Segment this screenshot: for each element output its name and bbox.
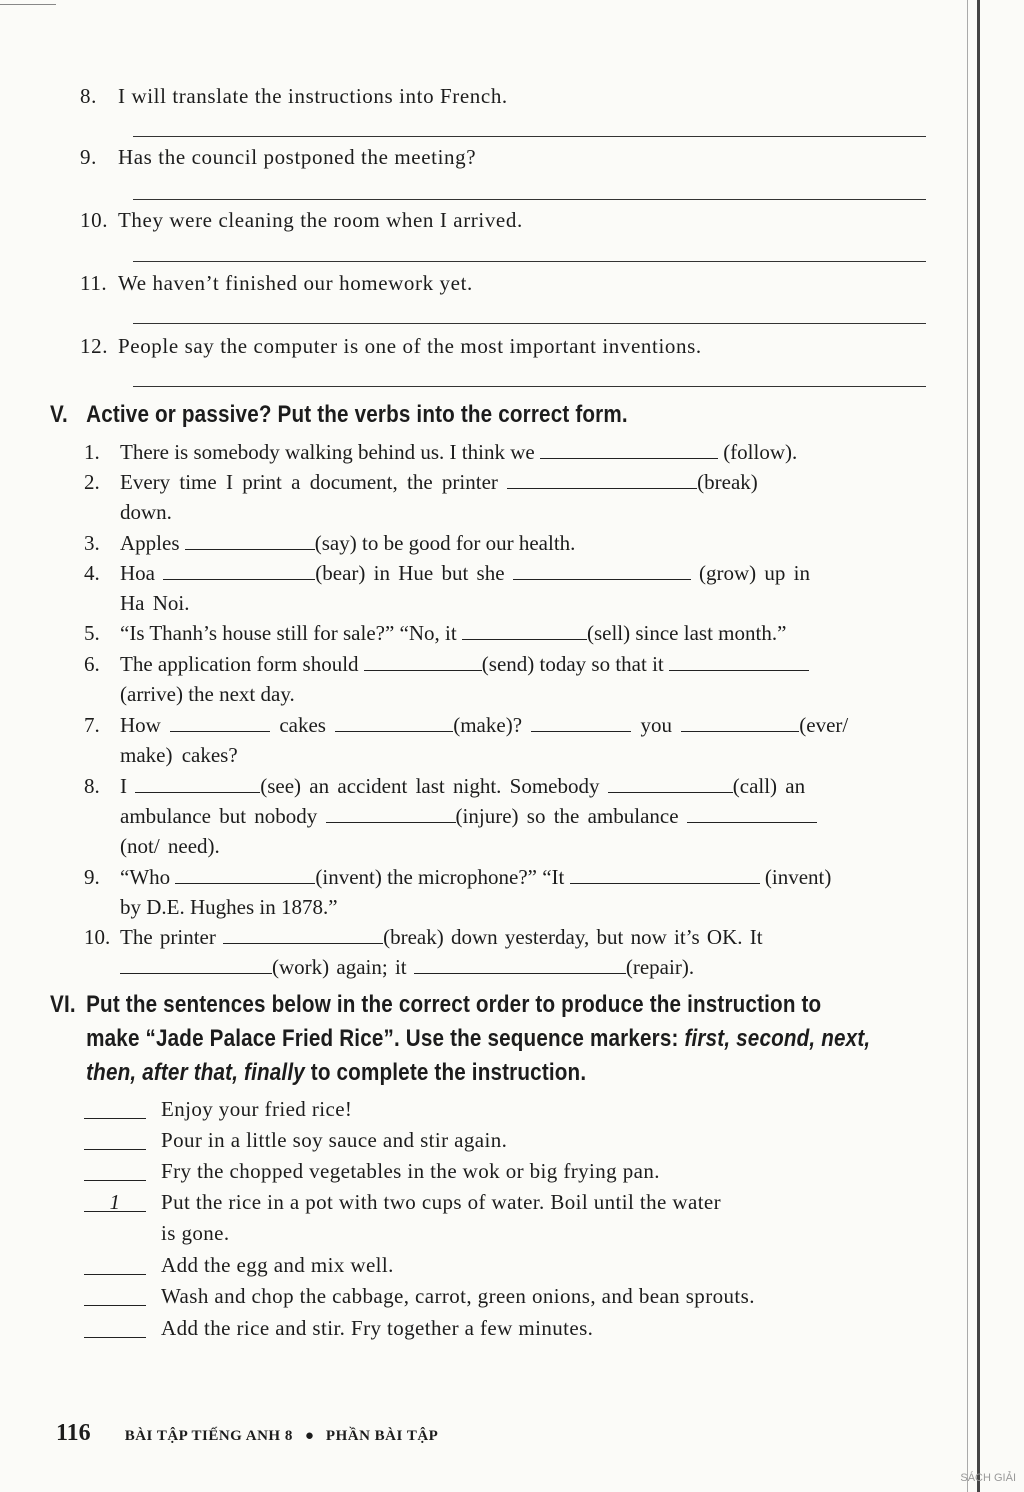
section-heading: VI. Put the sentences below in the correct order to produce the instruction to make “Jade Palace Fried Rice”. Use the sequence markers: first, second, next, then, after that, finally to complete the instruction.: [50, 991, 871, 1086]
order-blank[interactable]: [84, 1156, 146, 1181]
blank[interactable]: [681, 713, 799, 732]
blank[interactable]: [223, 925, 383, 944]
blank[interactable]: [414, 955, 626, 974]
blank[interactable]: [326, 804, 456, 823]
question: 10. The printer (break) down yesterday, but now it’s OK. It (work) again; it (repair).: [84, 925, 763, 979]
answer-line[interactable]: [133, 199, 926, 200]
exercise-item: 10. They were cleaning the room when I arrived.: [80, 208, 523, 232]
watermark: SÁCH GIẢI: [960, 1472, 1016, 1484]
answer-line[interactable]: [133, 136, 926, 137]
blank[interactable]: [462, 621, 587, 640]
bullet-icon: ●: [304, 1428, 314, 1444]
order-blank[interactable]: [84, 1125, 146, 1150]
question: 2. Every time I print a document, the printer (break) down.: [84, 470, 758, 524]
answer-line[interactable]: [133, 261, 926, 262]
order-blank[interactable]: [84, 1281, 146, 1306]
instruction-step: Enjoy your fried rice!: [84, 1094, 944, 1125]
instruction-step: Fry the chopped vegetables in the wok or big frying pan.: [84, 1156, 944, 1187]
instruction-step: Add the rice and stir. Fry together a few minutes.: [84, 1313, 944, 1344]
order-blank[interactable]: [84, 1250, 146, 1275]
question: 6. The application form should (send) today so that it (arrive) the next day.: [84, 649, 944, 709]
blank[interactable]: [364, 652, 482, 671]
binding-edge: [977, 0, 980, 1492]
section-heading: V. Active or passive? Put the verbs into the correct form.: [50, 401, 628, 428]
exercise-item: 12. People say the computer is one of the most important inventions.: [80, 334, 702, 358]
answer-line[interactable]: [133, 323, 926, 324]
blank[interactable]: [185, 531, 315, 550]
question: 1. There is somebody walking behind us. I think we (follow).: [84, 440, 798, 464]
instruction-step: Wash and chop the cabbage, carrot, green onions, and bean sprouts.: [84, 1281, 944, 1312]
question: 8. I (see) an accident last night. Somebody (call) an ambulance but nobody (injure) so the ambulance (not/ need).: [84, 771, 944, 861]
binding-edge-thin: [967, 0, 968, 1492]
exercise-item: 11. We haven’t finished our homework yet.: [80, 271, 473, 295]
question: 5. “Is Thanh’s house still for sale?” “No, it (sell) since last month.”: [84, 621, 787, 645]
blank[interactable]: [175, 865, 315, 884]
exercise-item: 9. Has the council postponed the meeting?: [80, 145, 477, 169]
blank[interactable]: [513, 561, 691, 580]
page-number: 116: [56, 1420, 91, 1446]
order-blank[interactable]: [84, 1094, 146, 1119]
blank[interactable]: [531, 713, 631, 732]
blank[interactable]: [608, 774, 733, 793]
question: 4. Hoa (bear) in Hue but she (grow) up in Ha Noi.: [84, 561, 811, 615]
blank[interactable]: [669, 652, 809, 671]
instruction-step: Add the egg and mix well.: [84, 1250, 944, 1281]
blank[interactable]: [507, 470, 697, 489]
blank[interactable]: [687, 804, 817, 823]
instruction-step: Pour in a little soy sauce and stir again.: [84, 1125, 944, 1156]
answer-line[interactable]: [133, 386, 926, 387]
question: 3. Apples (say) to be good for our health.: [84, 531, 576, 555]
blank[interactable]: [335, 713, 453, 732]
blank[interactable]: [120, 955, 272, 974]
question: 9. “Who (invent) the microphone?” “It (invent) by D.E. Hughes in 1878.”: [84, 865, 832, 919]
exercise-item: 8. I will translate the instructions into French.: [80, 84, 508, 108]
instruction-step: 1 Put the rice in a pot with two cups of water. Boil until the water is gone.: [84, 1187, 944, 1249]
blank[interactable]: [570, 865, 760, 884]
question: 7. How cakes (make)? you (ever/ make) cakes?: [84, 713, 849, 767]
order-blank[interactable]: 1: [84, 1187, 146, 1212]
order-blank[interactable]: [84, 1313, 146, 1338]
top-rule: [0, 4, 56, 5]
blank[interactable]: [170, 713, 270, 732]
blank[interactable]: [163, 561, 315, 580]
page-footer: [56, 1420, 438, 1450]
blank[interactable]: [135, 774, 260, 793]
book-part: PHẦN BÀI TẬP: [325, 1428, 439, 1444]
book-title: BÀI TẬP TIẾNG ANH 8: [124, 1428, 293, 1444]
blank[interactable]: [540, 440, 718, 459]
